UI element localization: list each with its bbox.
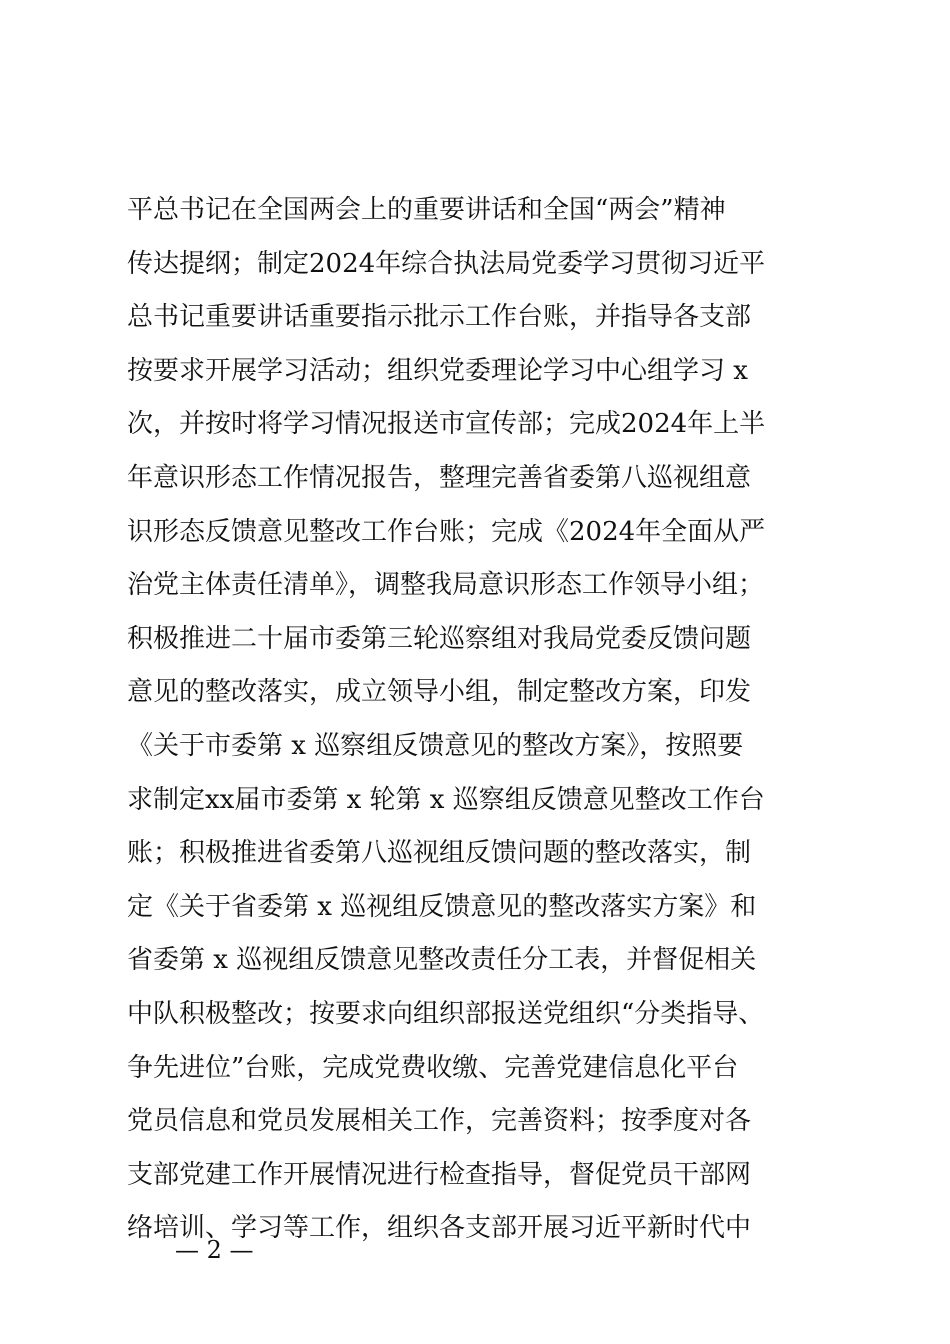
text-line: 传达提纲；制定2024年综合执法局党委学习贯彻习近平 [127,248,766,279]
text-line: 定《关于省委第 x 巡视组反馈意见的整改落实方案》和 [127,891,757,922]
text-line: 《关于市委第 x 巡察组反馈意见的整改方案》，按照要 [127,730,744,761]
text-line: 求制定xx届市委第 x 轮第 x 巡察组反馈意见整改工作台 [127,784,765,815]
text-line: 党员信息和党员发展相关工作，完善资料；按季度对各 [127,1106,752,1137]
text-line: 支部党建工作开展情况进行检查指导，督促党员干部网 [127,1159,752,1190]
text-line: 次，并按时将学习情况报送市宣传部；完成2024年上半 [127,409,766,440]
text-line: 络培训、学习等工作，组织各支部开展习近平新时代中 [127,1213,752,1244]
text-line: 识形态反馈意见整改工作台账；完成《2024年全面从严 [127,516,766,547]
page-number: — 2 — [175,1236,254,1264]
text-line: 年意识形态工作情况报告，整理完善省委第八巡视组意 [127,462,752,493]
text-line: 争先进位”台账，完成党费收缴、完善党建信息化平台 [127,1052,739,1083]
text-line: 积极推进二十届市委第三轮巡察组对我局党委反馈问题 [127,623,752,654]
body-paragraph [127,184,847,1256]
text-line: 总书记重要讲话重要指示批示工作台账，并指导各支部 [127,302,752,333]
text-line: 按要求开展学习活动；组织党委理论学习中心组学习 x [127,355,748,386]
text-line: 账；积极推进省委第八巡视组反馈问题的整改落实，制 [127,838,752,869]
text-line: 中队积极整改；按要求向组织部报送党组织“分类指导、 [127,998,765,1029]
text-line: 省委第 x 巡视组反馈意见整改责任分工表，并督促相关 [127,945,757,976]
text-line: 意见的整改落实，成立领导小组，制定整改方案，印发 [127,677,752,708]
text-line: 平总书记在全国两会上的重要讲话和全国“两会”精神 [127,195,726,225]
text-line: 治党主体责任清单》，调整我局意识形态工作领导小组； [127,570,765,601]
